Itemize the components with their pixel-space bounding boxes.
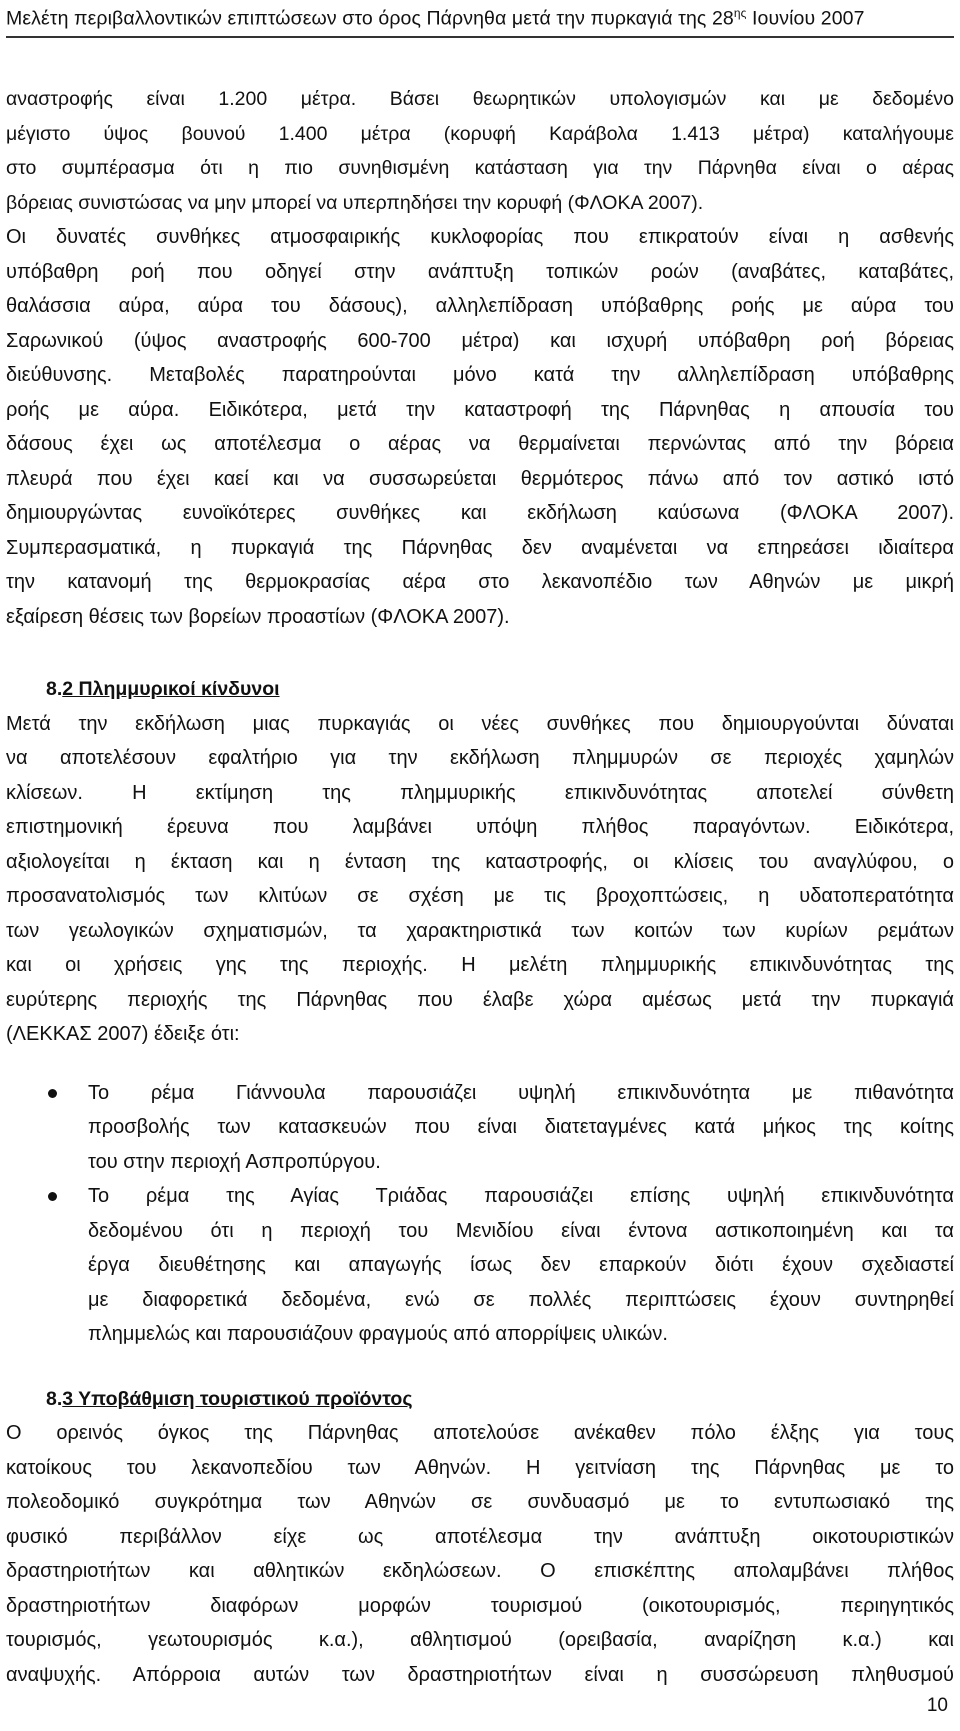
flood-risk-paragraph bbox=[6, 707, 954, 1052]
text-line: του στην περιοχή Ασπροπύργου. bbox=[88, 1150, 381, 1173]
text-line: έργα διευθέτησης και απαγωγής ίσως δεν επαρκούν διότι έχουν σχεδιαστεί bbox=[88, 1254, 954, 1276]
section-spacer bbox=[6, 1352, 954, 1382]
text-line: διεύθυνσης. Μεταβολές παρατηρούνται μόνο κατά την αλληλεπίδραση υπόβαθρης bbox=[6, 364, 954, 386]
text-line: αναψυχής. Απόρροια αυτών των δραστηριοτήτων είναι η συσσώρευση πληθυσμού bbox=[6, 1663, 954, 1686]
header-divider bbox=[6, 36, 954, 38]
list-item bbox=[6, 1076, 954, 1180]
intro-paragraph bbox=[6, 82, 954, 220]
text-line: Ο ορεινός όγκος της Πάρνηθας αποτελούσε ανέκαθεν πόλο έλξης για τους bbox=[6, 1422, 954, 1444]
header-title-superscript: ης bbox=[733, 6, 747, 20]
page-number: 10 bbox=[926, 1695, 948, 1716]
text-line: μέγιστο ύψος βουνού 1.400 μέτρα (κορυφή Καράβολα 1.413 μέτρα) καταλήγουμε bbox=[6, 122, 954, 145]
section-heading-8-2 bbox=[6, 672, 954, 707]
text-line: φυσικό περιβάλλον είχε ως αποτέλεσμα την ανάπτυξη οικοτουριστικών bbox=[6, 1525, 954, 1548]
text-line: επιστημονική έρευνα που λαμβάνει υπόψη πλήθος παραγόντων. Ειδικότερα, bbox=[6, 816, 954, 838]
text-line: Συμπερασματικά, η πυρκαγιά της Πάρνηθας δεν αναμένεται να επηρεάσει ιδιαίτερα bbox=[6, 536, 954, 559]
text-line: την κατανομή της θερμοκρασίας αέρα στο λεκανοπέδιο των Αθηνών με μικρή bbox=[6, 571, 954, 593]
atmospheric-circulation-paragraph bbox=[6, 220, 954, 634]
text-line: δραστηριοτήτων και αθλητικών εκδηλώσεων. Ο επισκέπτης απολαμβάνει πλήθος bbox=[6, 1560, 954, 1582]
text-line: πολεοδομικό συγκρότημα των Αθηνών σε συνδυασμό με το εντυπωσιακό της bbox=[6, 1491, 954, 1513]
bullet-icon bbox=[48, 1089, 57, 1098]
text-line: Το ρέμα της Αγίας Τριάδας παρουσιάζει επίσης υψηλή επικινδυνότητα bbox=[88, 1185, 954, 1207]
text-line: προσβολής των κατασκευών που είναι διατεταγμένες κατά μήκος της κοίτης bbox=[88, 1116, 954, 1138]
text-line: Σαρωνικού (ύψος αναστροφής 600-700 μέτρα) και ισχυρή υπόβαθρη ροή βόρειας bbox=[6, 329, 954, 352]
text-line: στο συμπέρασμα ότι η πιο συνηθισμένη κατάσταση για την Πάρνηθα είναι ο αέρας bbox=[6, 157, 954, 179]
text-line: με διαφορετικά δεδομένα, ενώ σε πολλές περιπτώσεις έχουν συντηρηθεί bbox=[88, 1288, 954, 1311]
text-line: Μετά την εκδήλωση μιας πυρκαγιάς οι νέες συνθήκες που δημιουργούνται δύναται bbox=[6, 712, 954, 735]
text-line: θαλάσσια αύρα, αύρα του δάσους), αλληλεπίδραση υπόβαθρης ροής με αύρα του bbox=[6, 295, 954, 317]
section-number: 8. bbox=[46, 1387, 63, 1410]
text-line: δάσους έχει ως αποτέλεσμα ο αέρας να θερμαίνεται περνώντας από την βόρεια bbox=[6, 433, 954, 455]
tourism-paragraph bbox=[6, 1416, 954, 1692]
text-line: ευρύτερης περιοχής της Πάρνηθας που έλαβε χώρα αμέσως μετά την πυρκαγιά bbox=[6, 988, 954, 1011]
text-line: και οι χρήσεις γης της περιοχής. Η μελέτη πλημμυρικής επικινδυνότητας της bbox=[6, 954, 954, 976]
text-line: δραστηριοτήτων διαφόρων μορφών τουρισμού (οικοτουρισμός, περιηγητικός bbox=[6, 1594, 954, 1617]
text-line: να αποτελέσουν εφαλτήριο για την εκδήλωση πλημμυρών σε περιοχές χαμηλών bbox=[6, 747, 954, 769]
text-line: Οι δυνατές συνθήκες ατμοσφαιρικής κυκλοφορίας που επικρατούν είναι η ασθενής bbox=[6, 226, 954, 248]
text-line: εξαίρεση θέσεις των βορείων προαστίων (ΦΛΟΚΑ 2007). bbox=[6, 605, 510, 628]
text-line: αναστροφής είναι 1.200 μέτρα. Βάσει θεωρητικών υπολογισμών και με δεδομένο bbox=[6, 88, 954, 110]
header-title-end: Ιουνίου 2007 bbox=[746, 7, 865, 30]
text-line: δεδομένου ότι η περιοχή του Μενιδίου είναι έντονα αστικοποιημένη και τα bbox=[88, 1219, 954, 1242]
list-item bbox=[6, 1179, 954, 1352]
list-spacer bbox=[6, 1052, 954, 1076]
section-title: 3 Υποβάθμιση τουριστικού προϊόντος bbox=[62, 1387, 413, 1410]
text-line: βόρειας συνιστώσας να μην μπορεί να υπερπηδήσει την κορυφή (ΦΛΟΚΑ 2007). bbox=[6, 191, 704, 214]
text-line: τουρισμός, γεωτουρισμός κ.α.), αθλητισμού (ορειβασία, αναρίζηση κ.α.) και bbox=[6, 1629, 954, 1651]
section-heading-8-3 bbox=[6, 1382, 954, 1417]
text-line: κλίσεων. Η εκτίμηση της πλημμυρικής επικινδυνότητας αποτελεί σύνθετη bbox=[6, 781, 954, 804]
page-header bbox=[0, 0, 960, 46]
section-title: 2 Πλημμυρικοί κίνδυνοι bbox=[62, 678, 280, 700]
text-line: (ΛΕΚΚΑΣ 2007) έδειξε ότι: bbox=[6, 1023, 240, 1045]
text-line: Το ρέμα Γιάννουλα παρουσιάζει υψηλή επικινδυνότητα με πιθανότητα bbox=[88, 1081, 954, 1104]
bullet-icon bbox=[48, 1192, 57, 1201]
text-line: δημιουργώντας ευνοϊκότερες συνθήκες και εκδήλωση καύσωνα (ΦΛΟΚΑ 2007). bbox=[6, 502, 954, 524]
text-line: ροής με αύρα. Ειδικότερα, μετά την καταστροφή της Πάρνηθας η απουσία του bbox=[6, 398, 954, 421]
text-line: υπόβαθρη ροή που οδηγεί στην ανάπτυξη τοπικών ροών (αναβάτες, καταβάτες, bbox=[6, 260, 954, 283]
text-line: κατοίκους του λεκανοπεδίου των Αθηνών. Η γειτνίαση της Πάρνηθας με το bbox=[6, 1456, 954, 1479]
text-line: των γεωλογικών σχηματισμών, τα χαρακτηριστικά των κοιτών των κυρίων ρεμάτων bbox=[6, 919, 954, 942]
text-line: προσανατολισμός των κλιτύων σε σχέση με τις βροχοπτώσεις, η υδατοπερατότητα bbox=[6, 885, 954, 907]
header-title-main: Μελέτη περιβαλλοντικών επιπτώσεων στο όρος Πάρνηθα μετά την πυρκαγιά της 28 bbox=[6, 7, 734, 30]
document-body bbox=[6, 82, 954, 1692]
section-number: 8. bbox=[46, 678, 63, 700]
text-line: πλημμελώς και παρουσιάζουν φραγμούς από απορρίψεις υλικών. bbox=[88, 1323, 668, 1345]
running-header-title bbox=[6, 6, 865, 31]
text-line: πλευρά που έχει καεί και να συσσωρεύεται θερμότερος πάνω από τον αστικό ιστό bbox=[6, 467, 954, 490]
section-spacer bbox=[6, 634, 954, 672]
text-line: αξιολογείται η έκταση και η ένταση της καταστροφής, οι κλίσεις του αναγλύφου, ο bbox=[6, 850, 954, 873]
